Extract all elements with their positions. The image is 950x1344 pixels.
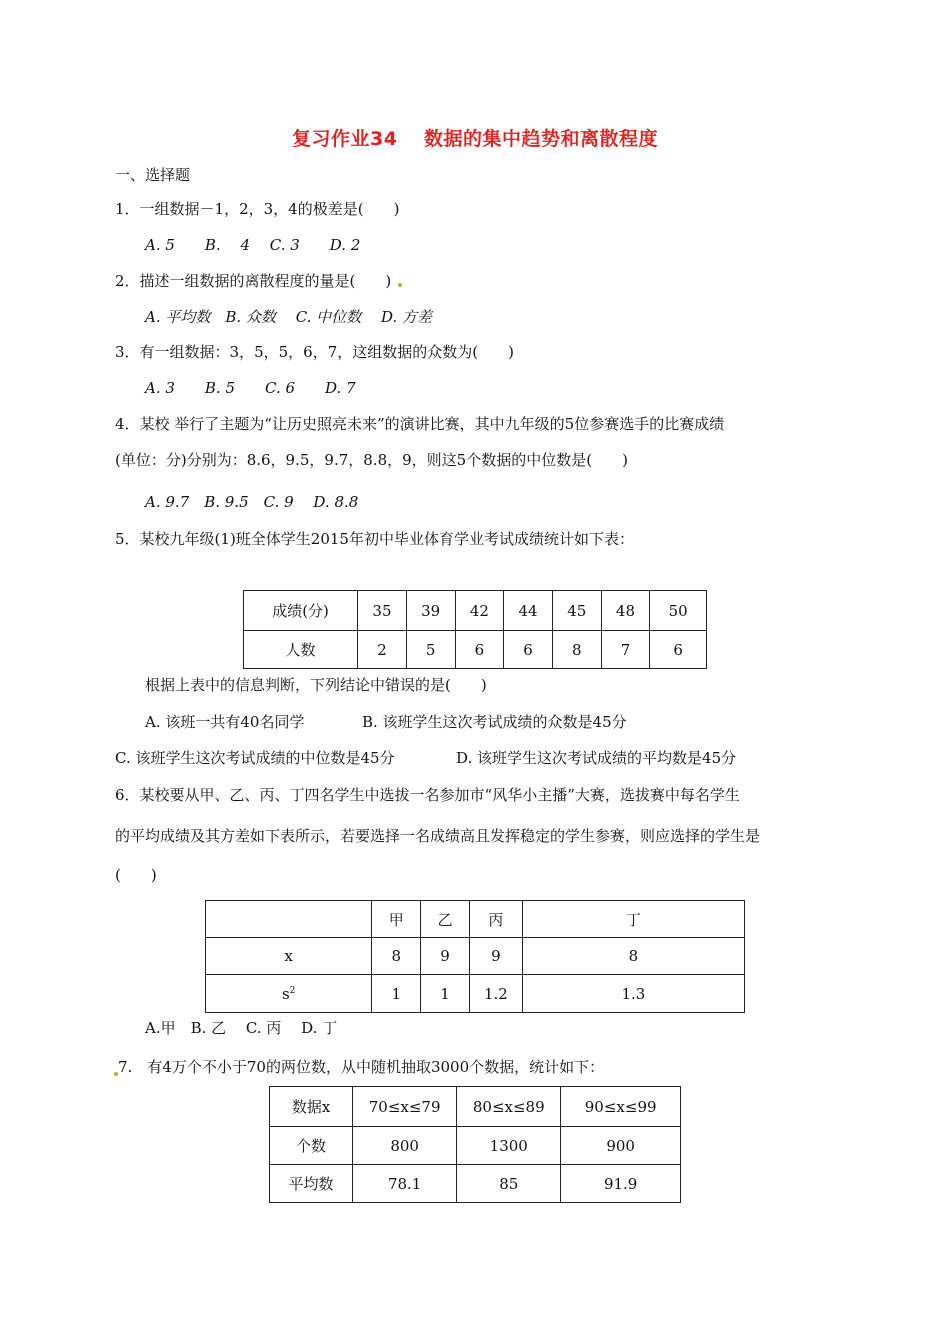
- question-7-stem: 7. 有4万个不小于70的两位数，从中随机抽取3000个数据，统计如下：: [118, 1058, 605, 1076]
- question-1-options: A. 5 B. 4 C. 3 D. 2: [145, 236, 361, 254]
- question-4-options: A. 9.7 B. 9.5 C. 9 D. 8.8: [145, 493, 359, 511]
- table-cell: 45: [552, 591, 601, 631]
- table-cell: 1.3: [522, 975, 744, 1013]
- table-cell: 7: [601, 631, 650, 669]
- table-cell: 1300: [457, 1127, 561, 1165]
- table-cell: 44: [504, 591, 553, 631]
- table-cell: 2: [358, 631, 407, 669]
- table-cell: 丁: [522, 901, 744, 938]
- table-cell: 平均数: [270, 1165, 353, 1203]
- variance-symbol: s: [281, 984, 290, 1003]
- table-cell: 甲: [372, 901, 421, 938]
- table-cell: 39: [406, 591, 455, 631]
- question-6-stem-line-3: ( ): [115, 866, 157, 884]
- table-cell: 800: [353, 1127, 457, 1165]
- table-row: [270, 1165, 681, 1203]
- question-6-options: A.甲 B. 乙 C. 丙 D. 丁: [145, 1019, 338, 1037]
- question-4-stem-line-1: 4．某校 举行了主题为“让历史照亮未来”的演讲比赛，其中九年级的5位参赛选手的比赛成绩: [115, 415, 725, 433]
- table-cell: 数据x: [270, 1087, 353, 1127]
- table-row: [206, 975, 745, 1013]
- page-title: 复习作业34 数据的集中趋势和离散程度: [291, 128, 659, 150]
- superscript: 2: [289, 985, 296, 996]
- table-cell: 8: [372, 938, 421, 975]
- question-6-stem-line-1: 6．某校要从甲、乙、丙、丁四名学生中选拔一名参加市“风华小主播”大赛，选拔赛中每名学生: [115, 786, 740, 804]
- table-cell: 1.2: [470, 975, 523, 1013]
- question-4-stem-line-2: (单位：分)分别为：8.6，9.5，9.7，8.8，9，则这5个数据的中位数是( ): [115, 451, 628, 469]
- variance-table: [205, 900, 745, 1013]
- table-cell: 78.1: [353, 1165, 457, 1203]
- table-row: [206, 938, 745, 975]
- table-cell: 1: [421, 975, 470, 1013]
- table-cell: 70≤x≤79: [353, 1087, 457, 1127]
- table-cell: 1: [372, 975, 421, 1013]
- table-cell: 85: [457, 1165, 561, 1203]
- marker-dot: [398, 283, 402, 287]
- question-2-stem: 2．描述一组数据的离散程度的量是( ): [115, 272, 392, 290]
- table-cell: 35: [358, 591, 407, 631]
- table-cell: 91.9: [561, 1165, 681, 1203]
- table-cell: 成绩(分): [244, 591, 358, 631]
- table-cell: 6: [455, 631, 504, 669]
- table-cell: 48: [601, 591, 650, 631]
- question-3-options: A. 3 B. 5 C. 6 D. 7: [145, 379, 356, 397]
- table-cell: 90≤x≤99: [561, 1087, 681, 1127]
- table-cell: 9: [421, 938, 470, 975]
- question-1-stem: 1．一组数据－1，2，3，4的极差是( ): [115, 200, 400, 218]
- table-cell: 8: [552, 631, 601, 669]
- table-cell: 50: [650, 591, 707, 631]
- table-cell: x: [206, 938, 372, 975]
- table-cell: 5: [406, 631, 455, 669]
- question-6-stem-line-2: 的平均成绩及其方差如下表所示，若要选择一名成绩高且发挥稳定的学生参赛，则应选择的学生是: [115, 827, 761, 845]
- table-row: [206, 901, 745, 938]
- question-5-option-c: C. 该班学生这次考试成绩的中位数是45分: [115, 749, 395, 767]
- table-cell: 6: [650, 631, 707, 669]
- table-cell: 9: [470, 938, 523, 975]
- section-heading: 一、选择题: [115, 166, 191, 184]
- table-cell: 人数: [244, 631, 358, 669]
- question-5-prompt: 根据上表中的信息判断，下列结论中错误的是( ): [145, 676, 487, 694]
- frequency-table: [269, 1086, 681, 1203]
- question-5-option-a: A. 该班一共有40名同学: [145, 713, 305, 731]
- table-cell: 80≤x≤89: [457, 1087, 561, 1127]
- table-row: [270, 1127, 681, 1165]
- table-row: [244, 631, 707, 669]
- question-5-stem: 5．某校九年级(1)班全体学生2015年初中毕业体育学业考试成绩统计如下表：: [115, 530, 634, 548]
- table-cell: 丙: [470, 901, 523, 938]
- table-cell: 8: [522, 938, 744, 975]
- score-table: [243, 590, 707, 669]
- table-row: [270, 1087, 681, 1127]
- table-cell: [206, 975, 372, 1013]
- table-cell: 42: [455, 591, 504, 631]
- table-cell: 个数: [270, 1127, 353, 1165]
- question-5-option-d: D. 该班学生这次考试成绩的平均数是45分: [456, 749, 737, 767]
- table-cell: 乙: [421, 901, 470, 938]
- question-2-options: A. 平均数 B. 众数 C. 中位数 D. 方差: [145, 308, 432, 326]
- table-cell: 900: [561, 1127, 681, 1165]
- question-5-option-b: B. 该班学生这次考试成绩的众数是45分: [362, 713, 627, 731]
- table-cell: 6: [504, 631, 553, 669]
- table-cell: [206, 901, 372, 938]
- question-3-stem: 3．有一组数据：3，5，5，6，7，这组数据的众数为( ): [115, 343, 514, 361]
- table-row: [244, 591, 707, 631]
